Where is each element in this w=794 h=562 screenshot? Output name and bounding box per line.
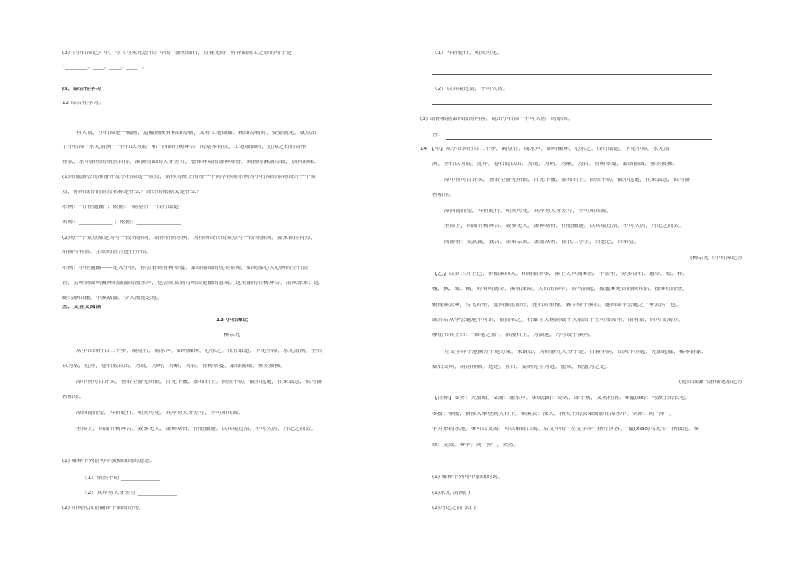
paragraph-line: (1)市旅游公司准备开发小石潭这一景点，请你为班上的每一个同学你照示例为小石潭的景物设计一个景 <box>62 175 317 180</box>
note-line: 半月形的水池。⑧可以支渴：可以解除口渴。后文中的 “左文学冲” 指左世容。“鬣(xiǎo)鸟先生” 指钱范。⑨ <box>432 427 699 432</box>
q14-line: 同游者：吴武陵，龚古，余弟宗玄。隶而从者，崔氏二小生，曰恕己，曰奉壹。 <box>444 240 640 245</box>
question-1a: （1）佁然不动 ______________ <box>82 476 161 481</box>
text-line: 者相乐。 <box>62 395 85 400</box>
answer-line <box>432 104 712 105</box>
q14-line: 潭中鱼可百许头，皆若空游无所依，日光下澈，影布石上。佁然不动，俶尔远逝，往来翕忽，似与游 <box>444 178 691 183</box>
yi-line: 左文学冲于池侧万干地方束，未敢⑫，为时静九人分于是。日暮半阴，山风乍⑬起，光影起朦，稀零群象， <box>444 350 707 355</box>
right-question-1a: (1)水尤 清洌( ) <box>432 491 471 496</box>
answer-prompt: 答： <box>432 133 444 138</box>
q14-line: 14 【甲】从小丘西行百二十步，隔篁竹，闻水声，如鸣佩环，心乐之。伐竹取道，下见小潭，水尤清 <box>420 147 670 152</box>
question-3-blanks: “________，____，____，____” 。 <box>62 65 148 70</box>
translate-1: （1）斗折蛇行，明灭可见。 <box>432 51 503 56</box>
note-line: 竣：完成。⑩辛：同 “猝” ，突然。 <box>432 443 520 448</box>
section-heading-5: 五、文言文阅读 <box>62 305 102 310</box>
right-question-1b: (2)乃记之而 去( ) <box>432 506 476 511</box>
q14-line: 坐潭上，四面竹树环合，寂寥无人，凄神寒骨，悄怆幽邃。以其境过清，不可久居，乃记之而去。 <box>444 224 685 229</box>
translate-2: （2）以其境过清，不可久居。 <box>432 87 509 92</box>
question-1b: （2）其岸势犬牙差互 ______________ <box>82 491 177 496</box>
source-1: (柳宗元《小石潭记》) <box>690 256 742 261</box>
answer-blank-1: 名称：____________ ；依据：________________ <box>62 220 182 225</box>
q14-line: 者相乐。 <box>432 193 455 198</box>
answer-line <box>446 139 712 140</box>
paragraph-line: 怪状，水中游鱼的怡然自得，溪涧弯曲的犬牙差互，整体环境的凄神寒骨，到画得淋漓尽致，别有韵味。 <box>62 160 320 165</box>
text-line: 坐潭上，四面竹树环合，寂寥无人，凄神寒骨，悄怆幽邃。以其境过清，不可久居，乃记之而去。 <box>76 427 317 432</box>
question-12-label: 12 综合性学习。 <box>62 101 105 106</box>
paragraph-line: 有人说，小石潭是一幅画，這幅画既有相线勾勒，又有工笔细描。粗线勾勒时，要要就见，就点出 <box>76 131 317 136</box>
yi-line: 【乙】以岁三月上巳，步循溪西入。积雨始霁⑤，溪上大声涌⑥然。十余里，旁多奇石、惠草、松、桂、 <box>432 272 689 277</box>
yi-line: 摩崖书其上曰：“烟笔之泉”。泉漫石上，为溜池，乃与坻于溪内。 <box>432 333 595 338</box>
answer-line <box>432 74 712 75</box>
question-1: (1) 解释下列语句中加横线词的意思。 <box>62 459 156 464</box>
text-title: 13 小石潭记 <box>215 318 249 323</box>
example-2: 示例：小径通幽——走入小径，你会看到青树翠蔓，蒙络摇缀的优美景观，如同那心人心脾的空竹清 <box>62 266 309 271</box>
paragraph-line: 了小石潭 “水尤清洌” “全石以为底” 和 “四面竹树环合” 的基本特点。工笔细描时，近潭之石的奇形 <box>62 145 307 150</box>
right-question-1: (1) 解释下列句中加线的词。 <box>432 475 504 480</box>
q14-line: 洌。全石以为底，近岸，卷石底以出，为坻，为屿，为嵁，为岩。青树翠蔓，蒙络摇缀，参差披拂。 <box>432 162 679 167</box>
text-author: 柳宗元 <box>223 333 241 338</box>
yi-line: 槐、枫、栗、橘，时有鸣禽⑦。溪有深潭，大石出潭中，若马浴起，振鬣⑧宛首而顾其侣。援⑨石而登， <box>432 287 688 292</box>
note-line: 【注释】①霁：天放晴。②涌：涌水声。③坻(pǐ)：岛名，即子规，又名杜鹃。④鬣(liè)：马颈上的长毛。 <box>432 396 691 401</box>
question-3-prompt: (3)《小石潭记》中，与《与朱元思书》中的 “游鱼细石，直视无碍” 有异曲同工之妙的句子是 <box>62 51 292 56</box>
source-2: (选自钱谦《游烟笔泉记》) <box>678 380 742 385</box>
note-line: ⑤援：攀援，指淮入攀登到大石上。⑥溪云：深人，指夫上的云朵倒影在潭水中。⑦沛：同 “沛” ， <box>432 412 675 417</box>
section-heading-4: 四、综合性学习 <box>62 87 102 92</box>
yi-line: 俯视溪云⑩，鸟飞若坠，复西循崖而行，连石若重楼，翼手倚于溪右。遂因命平公题之 “垂云沜” 也。 <box>432 303 682 308</box>
paragraph-line: 点，你所设计的景点名称是什么？设计的依据又是什么？ <box>62 190 202 195</box>
yi-line: 斌石交鸣，涓涓徘徊。送还。且日，姜纳先生为冠，盟从，使盟为之记。 <box>432 365 612 370</box>
question-3-right: (3) 请你根据第四段的内容，说出小石潭 “不可久居” 的原因。 <box>420 117 574 122</box>
text-line: 以为底，近岸，卷石底以出，为坻，为屿，为嵁，为岩。青树翠蔓，蒙络摇缀，参差披拂。 <box>62 364 286 369</box>
paragraph-line: (2)每一个景点都是为写一段导游词，请你仿照示例，为你所设计的景点写一段导游词，要求抓住特点， <box>62 236 317 241</box>
q14-line: 潭西南而望，斗折蛇行，明灭可见。其岸势犬牙差互，不可知其源。 <box>444 209 612 214</box>
text-line: 潭中鱼可百许头，皆若空游无所依，日光下澈，影布石上。佁然不动，俶尔远逝，往来翕忽，似与游 <box>76 380 323 385</box>
question-2: (2) 用现代汉语翻译下面的语句。 <box>62 506 145 511</box>
example-2: 香，会听到如鸣佩环的潺潺的流水声，也会欣赏到鸟鸣山更幽的意境。这美丽的竹树环合，清风徐来；远 <box>62 281 320 286</box>
example-2: 眺鸟静山幽，小溪潺潺，令人流连忘返。 <box>62 296 163 301</box>
example-1: 示例：“竹径通幽”；依据：“隔篁竹” “伐竹取道” <box>62 205 182 210</box>
paragraph-line: 用描写有情、生动的语言进行介绍。 <box>62 250 152 255</box>
text-line: 从小丘西行百二十步，隔篁竹，闻水声，如鸣佩环，心乐之。伐竹取道，下见小潭，水尤清洌。全石 <box>76 349 323 354</box>
text-line: 潭西南而望，斗折蛇行，明灭可见。其岸势犬牙差互，不可知其源。 <box>76 411 244 416</box>
yi-line: 或自后从李公题地不可识，很而名之。石雄主大树阴数十人股出于土可布席坐，南有泉，时可支渴⑪， <box>432 318 684 323</box>
